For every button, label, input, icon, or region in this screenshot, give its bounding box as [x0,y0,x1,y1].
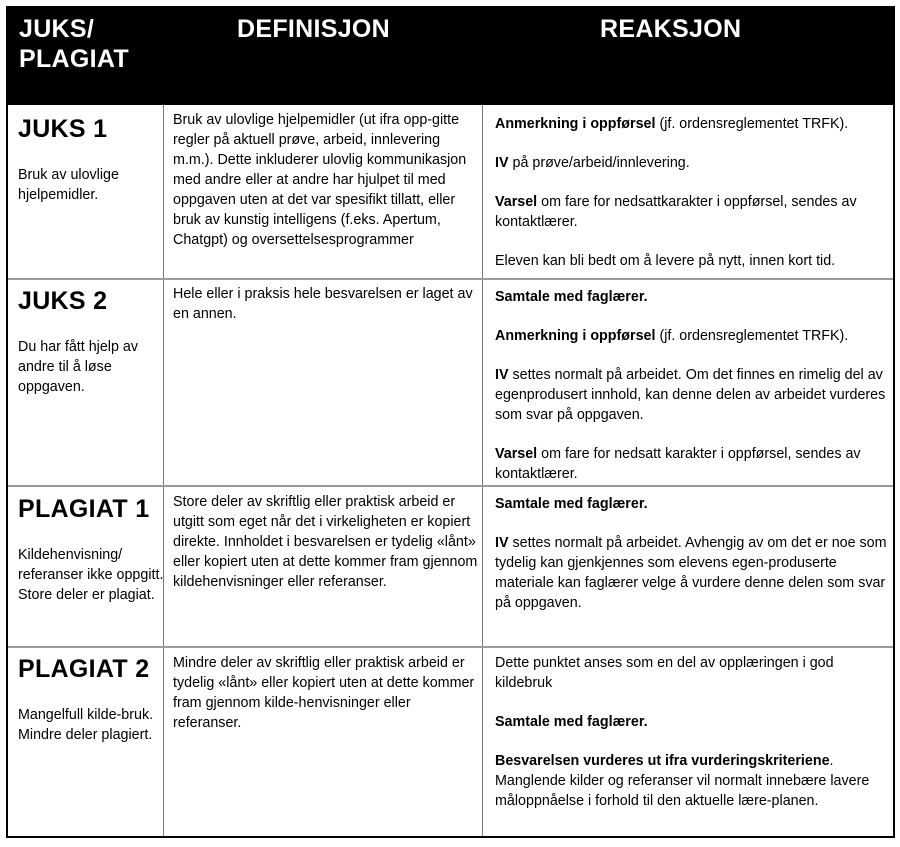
reaction-emphasis: IV [495,535,509,551]
row-plagiat-2-definition: Mindre deler av skriftlig eller praktisk arbeid er tydelig «lånt» eller kopiert uten at dette kommer fram gjennom kilde-henvisninger eller referanser. [173,655,475,731]
reaction-paragraph [495,444,891,484]
row-juks-2-label [18,286,164,397]
row-plagiat-2-label [18,654,164,745]
table-header [8,8,893,105]
rules-table [6,6,895,838]
row-divider [8,485,893,487]
row-plagiat-1-definition: Store deler av skriftlig eller praktisk arbeid er utgitt som eget når det i virkeligheten er kopiert direkte. Innholdet i besvarelsen er tydelig «lånt» eller kopiert uten at dette kommer fram gjennom kildehenvisninger eller referanser. [173,494,478,590]
row-juks-2-definition: Hele eller i praksis hele besvarelsen er laget av en annen. [173,286,473,322]
column-divider [482,105,483,836]
header-definisjon: DEFINISJON [237,15,391,43]
row-subtitle: Bruk av ulovlige hjelpemidler. [18,167,119,203]
row-subtitle: Kildehenvisning/ referanser ikke oppgitt. Store deler er plagiat. [18,547,164,603]
row-title: PLAGIAT 2 [18,655,150,683]
reaction-emphasis: IV [495,367,509,383]
reaction-text: (jf. ordensreglementet TRFK). [655,116,849,132]
reaction-text: på prøve/arbeid/innlevering. [508,155,690,171]
reaction-text: Eleven kan bli bedt om å levere på nytt, innen kort tid. [495,253,836,269]
row-juks-1-definition: Bruk av ulovlige hjelpemidler (ut ifra opp-gitte regler på aktuell prøve, arbeid, innlevering m.m.). Dette inkluderer ulovlig kommunikasjon med andre eller at andre har hjulpet til med oppgaven uten at det var spesifikt tillatt, eller bruk av kunstig intelligens (f.eks. Apertum, Chatgpt) og oversettelsesprogrammer [173,112,467,248]
row-divider [8,278,893,280]
reaction-paragraph [495,287,891,307]
reaction-paragraph [495,251,891,271]
row-title: JUKS 2 [18,287,108,315]
reaction-emphasis: Anmerkning i oppførsel [495,116,656,132]
reaction-paragraph [495,326,891,346]
reaction-emphasis: IV [495,155,509,171]
reaction-emphasis: Samtale med faglærer. [495,496,648,512]
reaction-text: om fare for nedsattkarakter i oppførsel, sendes av kontaktlærer. [495,194,857,230]
row-juks-2-reaction [495,287,891,484]
row-plagiat-1-label [18,494,164,605]
reaction-emphasis: Varsel [495,194,538,210]
reaction-paragraph [495,751,891,811]
row-juks-1-label [18,114,164,205]
reaction-text: (jf. ordensreglementet TRFK). [655,328,849,344]
reaction-paragraph [495,712,891,732]
reaction-paragraph [495,533,891,613]
reaction-emphasis: Besvarelsen vurderes ut ifra vurderingskriteriene [495,753,830,769]
reaction-emphasis: Samtale med faglærer. [495,289,648,305]
header-juks-plagiat: JUKS/ PLAGIAT [19,15,129,73]
reaction-paragraph [495,494,891,514]
row-title: JUKS 1 [18,115,108,143]
row-plagiat-1-reaction [495,494,891,613]
reaction-paragraph [495,653,891,693]
row-subtitle: Du har fått hjelp av andre til å løse oppgaven. [18,339,139,395]
reaction-paragraph [495,192,891,232]
row-subtitle: Mangelfull kilde-bruk. Mindre deler plagiert. [18,707,154,743]
reaction-text: . Manglende kilder og referanser vil normalt innebære lavere måloppnåelse i forhold til den aktuelle lære-planen. [495,753,870,809]
reaction-paragraph [495,365,891,425]
row-juks-1-reaction [495,114,891,271]
row-plagiat-2-reaction [495,653,891,811]
reaction-emphasis: Varsel [495,446,538,462]
reaction-text: om fare for nedsatt karakter i oppførsel, sendes av kontaktlærer. [495,446,861,482]
reaction-text: settes normalt på arbeidet. Om det finnes en rimelig del av egenprodusert innhold, kan denne delen av arbeidet vurderes som svar på oppgaven. [495,367,886,423]
row-title: PLAGIAT 1 [18,495,150,523]
reaction-text: settes normalt på arbeidet. Avhengig av om det er noe som tydelig kan gjenkjennes som elevens egen-produserte materiale kan faglærer velge å vurdere denne delen som svar på oppgaven. [495,535,887,611]
reaction-paragraph [495,153,891,173]
header-reaksjon: REAKSJON [600,15,742,43]
reaction-emphasis: Samtale med faglærer. [495,714,648,730]
reaction-paragraph [495,114,891,134]
reaction-emphasis: Anmerkning i oppførsel [495,328,656,344]
row-divider [8,646,893,648]
reaction-text: Dette punktet anses som en del av opplæringen i god kildebruk [495,655,834,691]
